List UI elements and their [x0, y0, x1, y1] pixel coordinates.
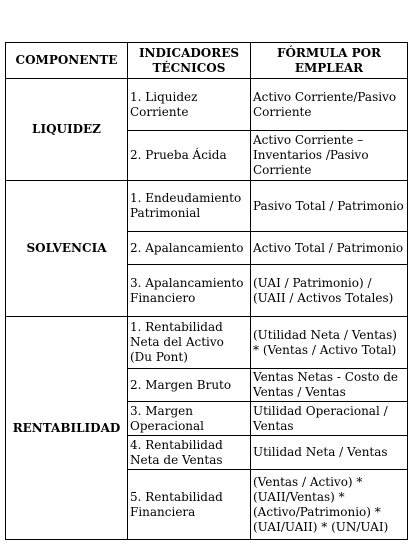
formula-cell: Activo Corriente – Inventarios /Pasivo Corriente — [251, 131, 408, 181]
formula-cell: Utilidad Neta / Ventas — [251, 436, 408, 470]
indicator-cell: 5. Rentabilidad Financiera — [128, 470, 251, 540]
table-row — [6, 317, 408, 369]
indicator-cell: 2. Margen Bruto — [128, 369, 251, 402]
component-liquidez: LIQUIDEZ — [6, 79, 128, 181]
header-componente: COMPONENTE — [6, 43, 128, 79]
indicator-cell: 2. Apalancamiento — [128, 232, 251, 265]
formula-cell: Utilidad Operacional / Ventas — [251, 402, 408, 436]
formula-cell: (Utilidad Neta / Ventas) * (Ventas / Activo Total) — [251, 317, 408, 369]
formula-cell: Activo Total / Patrimonio — [251, 232, 408, 265]
component-rentabilidad: RENTABILIDAD — [6, 317, 128, 540]
formula-cell: Pasivo Total / Patrimonio — [251, 181, 408, 232]
indicator-cell: 3. Margen Operacional — [128, 402, 251, 436]
table-row — [6, 181, 408, 232]
header-formula: FÓRMULA POR EMPLEAR — [251, 43, 408, 79]
indicators-table-wrapper — [5, 42, 408, 540]
table-row — [6, 79, 408, 131]
component-solvencia: SOLVENCIA — [6, 181, 128, 317]
formula-cell: (UAI / Patrimonio) / (UAII / Activos Totales) — [251, 265, 408, 317]
indicator-cell: 4. Rentabilidad Neta de Ventas — [128, 436, 251, 470]
header-indicadores: INDICADORES TÉCNICOS — [128, 43, 251, 79]
indicator-cell: 1. Liquidez Corriente — [128, 79, 251, 131]
indicator-cell: 2. Prueba Ácida — [128, 131, 251, 181]
formula-cell: (Ventas / Activo) * (UAII/Ventas) * (Activo/Patrimonio) * (UAI/UAII) * (UN/UAI) — [251, 470, 408, 540]
header-row — [6, 43, 408, 79]
indicator-cell: 1. Rentabilidad Neta del Activo (Du Pont) — [128, 317, 251, 369]
indicators-table — [5, 42, 408, 540]
formula-cell: Ventas Netas - Costo de Ventas / Ventas — [251, 369, 408, 402]
indicator-cell: 1. Endeudamiento Patrimonial — [128, 181, 251, 232]
indicator-cell: 3. Apalancamiento Financiero — [128, 265, 251, 317]
formula-cell: Activo Corriente/Pasivo Corriente — [251, 79, 408, 131]
